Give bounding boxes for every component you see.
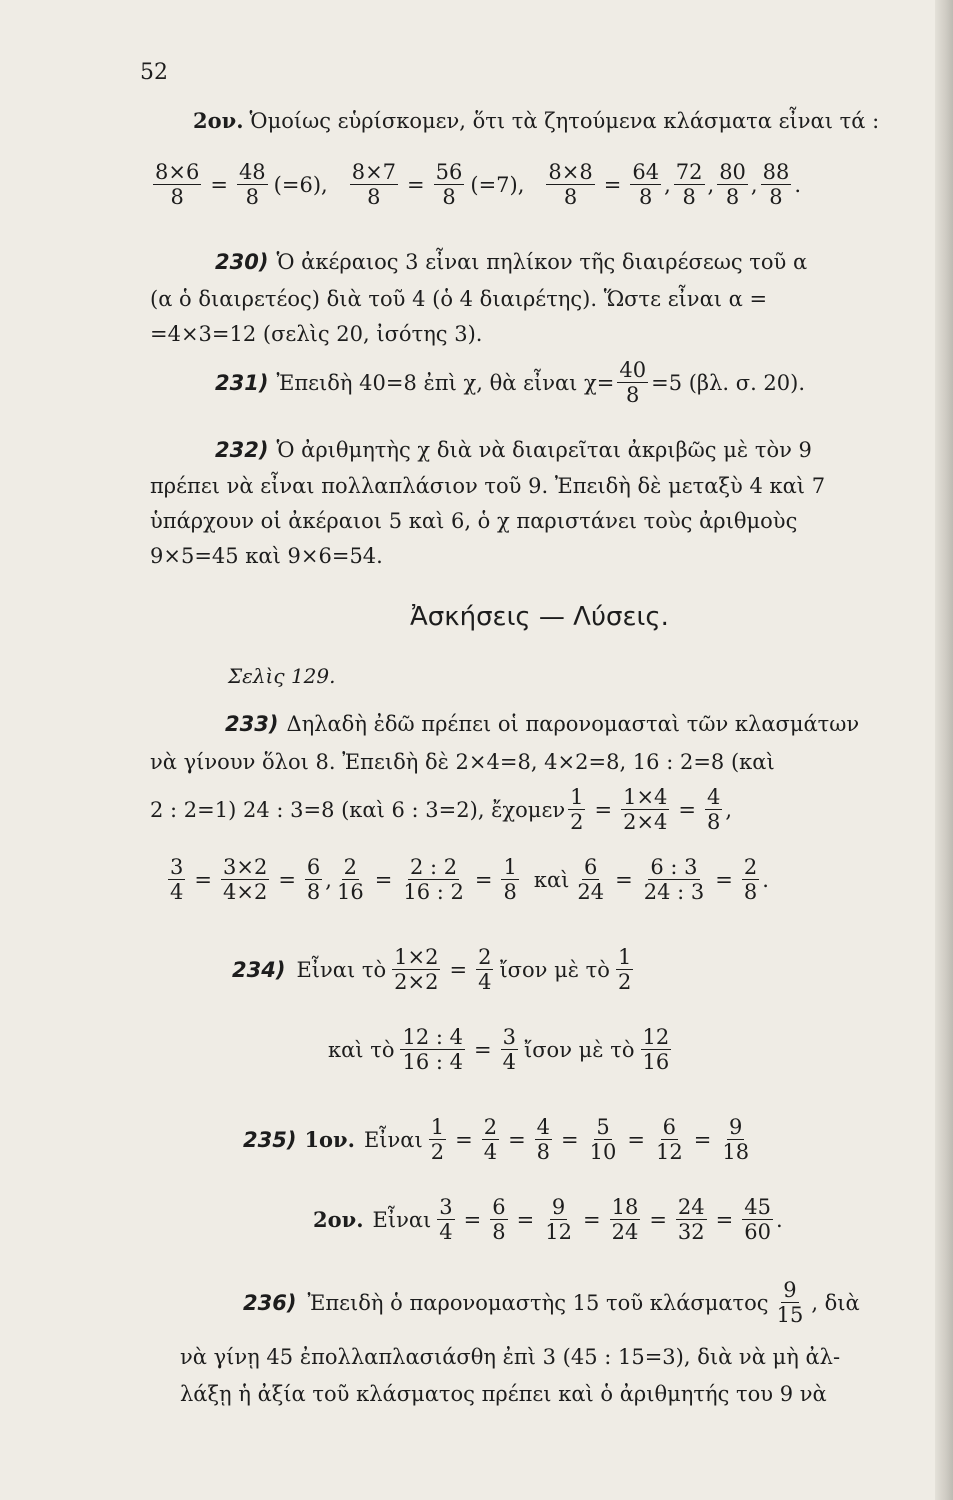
equals-sign: =	[693, 1127, 712, 1152]
p232-text4: 9×5=45 καὶ 9×6=54.	[150, 544, 383, 568]
fraction: $\frac{4}{8}$	[707, 785, 721, 835]
equals-sign: =	[374, 867, 393, 892]
equals-sign: =	[627, 1127, 645, 1152]
fraction: $\frac{2}{16}$	[336, 855, 364, 905]
equals-sign: =	[615, 867, 633, 892]
fraction: $\frac{6}{24}$	[577, 855, 605, 905]
equals-sign: =	[455, 1127, 473, 1152]
equals-sign: =	[474, 867, 493, 892]
p235-line1	[243, 1115, 754, 1164]
fraction: $\frac{3\times 2}{4\times 2}$	[222, 855, 268, 905]
p234-mid: ἴσον μὲ τὸ	[499, 957, 610, 982]
fraction: $\frac{8\times 6}{8}$	[155, 160, 200, 210]
fraction: $\frac{18}{24}$	[611, 1195, 639, 1245]
exercise-number-233: 233)	[225, 712, 279, 736]
comma: ,	[325, 867, 332, 892]
fraction: $\frac{2 : 2}{16 : 2}$	[403, 855, 464, 905]
fraction: 9 15	[776, 1278, 804, 1328]
equals-sign: =	[474, 1037, 492, 1062]
fraction: $\frac{1}{8}$	[503, 855, 517, 905]
fraction: 12 16	[642, 1025, 670, 1075]
p233-line1	[225, 712, 859, 736]
fraction: 1 2	[617, 945, 632, 995]
equals-sign: =	[516, 1207, 535, 1232]
fraction: $\frac{1}{2}$	[570, 785, 584, 835]
fraction: $\frac{9}{12}$	[545, 1195, 572, 1245]
equals-sign: =	[594, 797, 613, 822]
p236-text2: νὰ γίνῃ 45 ἐπολλαπλασιάσθη ἐπὶ 3 (45 : 15=3), διὰ νὰ μὴ ἀλ-	[180, 1345, 841, 1369]
p236-line1	[243, 1278, 863, 1327]
fraction: 88 8	[762, 160, 790, 210]
fraction: $\frac{6}{8}$	[492, 1195, 506, 1245]
fraction: $\frac{9}{18}$	[722, 1115, 750, 1165]
page-number: 52	[140, 60, 168, 85]
p232-line4	[150, 544, 383, 568]
fraction: $\frac{2}{4}$	[478, 945, 492, 995]
p233-line4	[165, 855, 769, 904]
paren-note: (=7),	[470, 172, 525, 197]
equals-sign: =	[561, 1127, 579, 1152]
p231-after: =5 (βλ. σ. 20).	[651, 370, 806, 395]
equals-sign: =	[278, 867, 296, 892]
p230-line3	[150, 322, 482, 346]
exercise-number-235: 235)	[243, 1127, 297, 1152]
fraction: $\frac{2}{8}$	[743, 855, 758, 905]
fraction: $\frac{64}{8}$	[632, 160, 660, 210]
fraction: $\frac{6 : 3}{24 : 3}$	[643, 855, 705, 905]
exercise-number-230: 230)	[215, 250, 269, 274]
p233-line2	[150, 750, 775, 774]
exercise-number-232: 232)	[215, 438, 269, 462]
period: .	[762, 867, 769, 892]
fraction: $\frac{48}{8}$	[238, 160, 266, 210]
ordinal-2on: 2ον.	[313, 1207, 364, 1233]
comma: ,	[664, 172, 671, 197]
line-2on	[193, 108, 879, 133]
p235-text1: Εἶναι	[363, 1127, 423, 1152]
fraction: $\frac{1\times 2}{2\times 2}$	[394, 945, 439, 995]
period: .	[776, 1207, 783, 1232]
exercise-number-234: 234)	[232, 957, 286, 982]
equals-sign: =	[649, 1207, 667, 1232]
text-2on: Ὁμοίως εὑρίσκομεν, ὅτι τὰ ζητούμενα κλάσματα εἶναι τά :	[249, 108, 880, 133]
fraction: $\frac{3}{4}$	[170, 855, 184, 905]
equals-sign: =	[603, 172, 622, 197]
p230-text1: Ὁ ἀκέραιος 3 εἶναι πηλίκον τῆς διαιρέσεως τοῦ α	[276, 250, 808, 274]
p234-text1: Εἶναι τὸ	[296, 957, 387, 982]
fraction: $\frac{56}{8}$	[435, 160, 463, 210]
fraction: $\frac{24}{32}$	[677, 1195, 705, 1245]
fraction: $\frac{6}{12}$	[656, 1115, 683, 1165]
fraction: 80 8	[719, 160, 746, 210]
equals-sign: =	[715, 1207, 734, 1232]
p230-line1	[215, 250, 807, 274]
p235-text2: Εἶναι	[372, 1207, 432, 1232]
p234-line1	[232, 945, 636, 994]
p235-line2	[313, 1195, 783, 1244]
p230-text2: (α ὁ διαιρετέος) διὰ τοῦ 4 (ὁ 4 διαιρέτης). Ὥστε εἶναι α =	[150, 287, 768, 311]
fraction: $\frac{6}{8}$	[306, 855, 321, 905]
fraction: $\frac{2}{4}$	[483, 1115, 498, 1165]
p231-line	[215, 358, 805, 407]
exercise-number-236: 236)	[243, 1290, 297, 1315]
p233-text2: νὰ γίνουν ὅλοι 8. Ἐπειδὴ δὲ 2×4=8, 4×2=8, 16 : 2=8 (καὶ	[150, 750, 775, 774]
fraction: $\frac{8\times 7}{8}$	[351, 160, 397, 210]
p231-text: Ἐπειδὴ 40=8 ἐπὶ χ, θὰ εἶναι χ=	[276, 370, 615, 395]
fraction: $\frac{40}{8}$	[619, 358, 647, 408]
fraction: 72 8	[675, 160, 703, 210]
p234-text2: καὶ τὸ	[328, 1037, 395, 1062]
fraction: $\frac{3}{4}$	[439, 1195, 453, 1245]
ordinal-1on: 1ον.	[304, 1127, 355, 1153]
equals-sign: =	[449, 957, 468, 982]
comma: ,	[725, 797, 733, 822]
p230-line2	[150, 287, 767, 311]
equals-sign: =	[678, 797, 697, 822]
fractions-line-2on	[150, 160, 801, 209]
fraction: $\frac{8\times 8}{8}$	[548, 160, 593, 210]
fraction: $\frac{3}{4}$	[502, 1025, 516, 1075]
equals-sign: =	[210, 172, 228, 197]
fraction: $\frac{1\times 4}{2\times 4}$	[623, 785, 668, 835]
p236-text1-end: , διὰ	[811, 1290, 860, 1315]
equals-sign: =	[463, 1207, 482, 1232]
fraction: $\frac{1}{2}$	[430, 1115, 445, 1165]
p232-text3: ὑπάρχουν οἱ ἀκέραιοι 5 καὶ 6, ὁ χ παριστάνει τοὺς ἀριθμοὺς	[150, 509, 798, 533]
p234-mid2: ἴσον μὲ τὸ	[523, 1037, 635, 1062]
fraction: $\frac{5}{10}$	[589, 1115, 617, 1165]
p236-line3	[180, 1382, 827, 1406]
fraction: $\frac{4}{8}$	[536, 1115, 551, 1165]
p232-text1: Ὁ ἀριθμητὴς χ διὰ νὰ διαιρεῖται ἀκριβῶς μὲ τὸν 9	[276, 438, 812, 462]
p230-text3: =4×3=12 (σελὶς 20, ἰσότης 3).	[150, 322, 483, 346]
exercise-number-231: 231)	[215, 370, 269, 395]
paren-note: (=6),	[273, 172, 328, 197]
fraction: $\frac{45}{60}$	[744, 1195, 771, 1245]
equals-sign: =	[194, 867, 212, 892]
p232-line3	[150, 509, 797, 533]
equals-sign: =	[407, 172, 425, 197]
p233-line3	[150, 785, 732, 834]
ordinal-2on: 2ον.	[193, 108, 244, 133]
p236-text1: Ἐπειδὴ ὁ παρονομαστὴς 15 τοῦ κλάσματος	[307, 1290, 769, 1315]
p233-text3: 2 : 2=1) 24 : 3=8 (καὶ 6 : 3=2), ἔχομεν	[150, 797, 566, 822]
p232-text2: πρέπει νὰ εἶναι πολλαπλάσιον τοῦ 9. Ἐπειδὴ δὲ μεταξὺ 4 καὶ 7	[150, 474, 826, 498]
p234-line2	[325, 1025, 674, 1074]
conjunction: καὶ	[533, 867, 570, 892]
p233-text1: Δηλαδὴ ἐδῶ πρέπει οἱ παρονομασταὶ τῶν κλασμάτων	[286, 712, 860, 736]
p232-line2	[150, 474, 825, 498]
p236-text3: λάξῃ ἡ ἀξία τοῦ κλάσματος πρέπει καὶ ὁ ἀριθμητής του 9 νὰ	[180, 1382, 827, 1406]
equals-sign: =	[715, 867, 733, 892]
page-edge-shadow	[935, 0, 953, 1500]
comma: ,	[750, 172, 758, 197]
p232-line1	[215, 438, 812, 462]
comma: ,	[707, 172, 715, 197]
p236-line2	[180, 1345, 840, 1369]
page-reference: Σελὶς 129.	[228, 664, 336, 688]
fraction: $\frac{12 : 4}{16 : 4}$	[402, 1025, 463, 1075]
period: .	[794, 172, 802, 197]
section-heading: Ἀσκήσεις — Λύσεις.	[410, 602, 669, 632]
equals-sign: =	[582, 1207, 601, 1232]
equals-sign: =	[508, 1127, 526, 1152]
